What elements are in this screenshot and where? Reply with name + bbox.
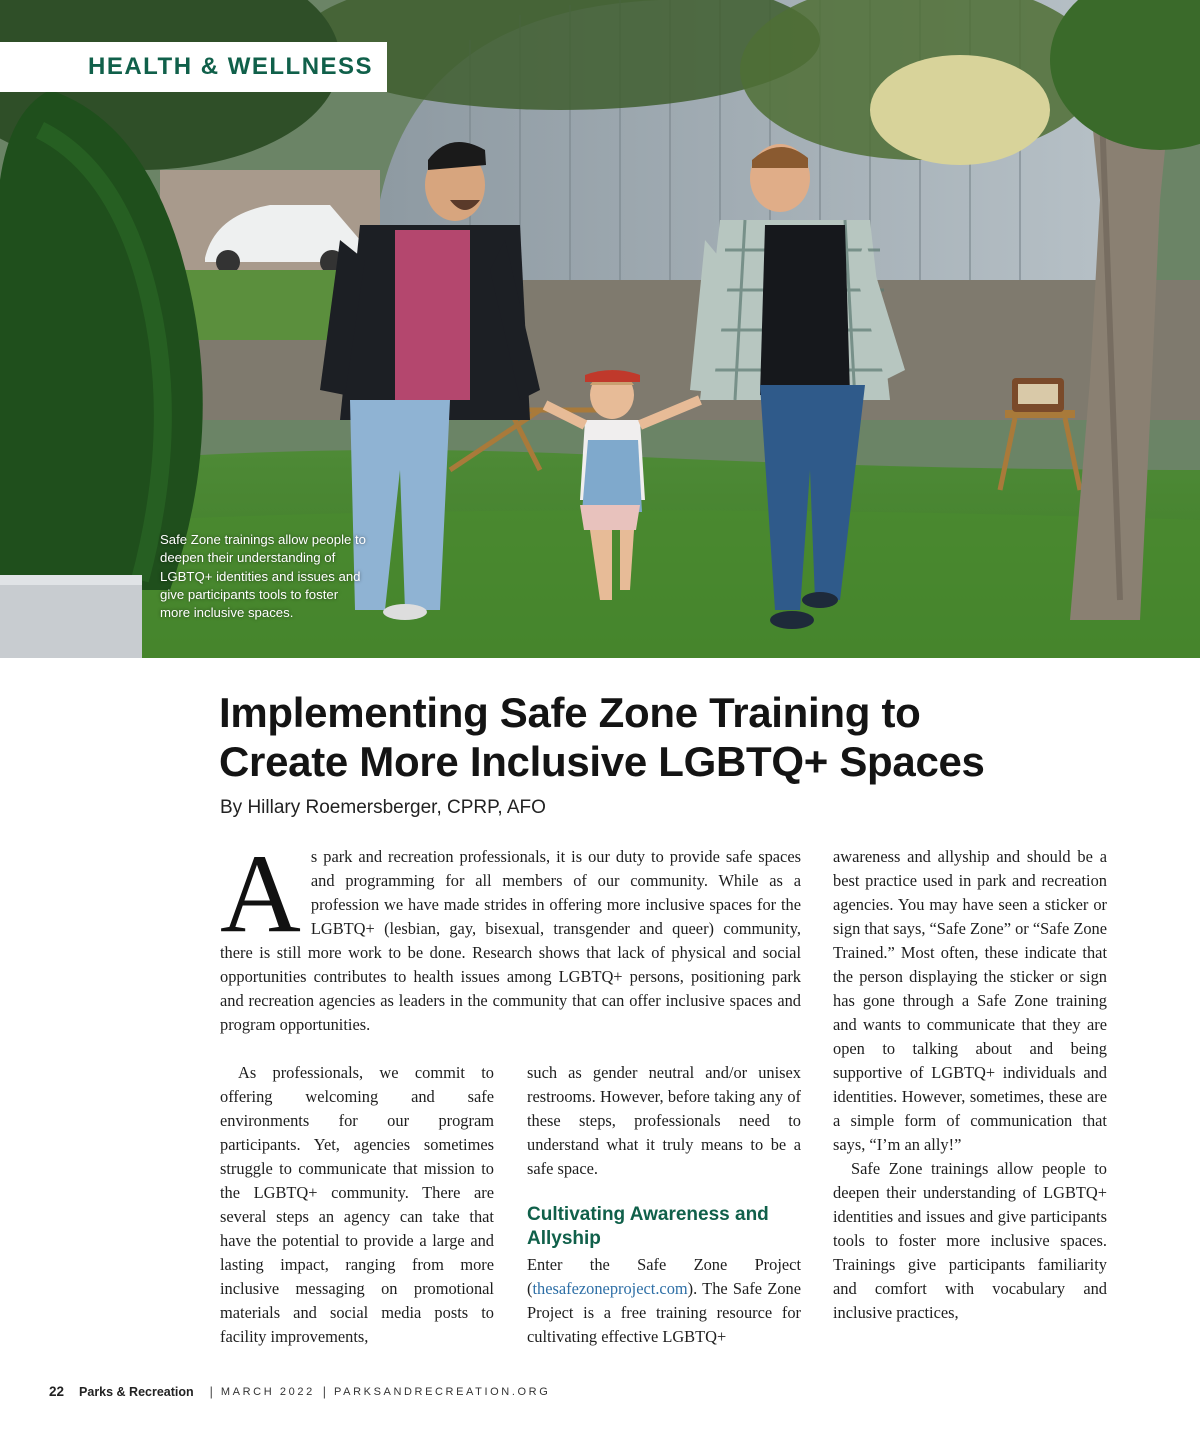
website-url: PARKSANDRECREATION.ORG bbox=[334, 1385, 551, 1398]
byline: By Hillary Roemersberger, CPRP, AFO bbox=[220, 797, 546, 818]
safezone-project-link[interactable]: thesafezoneproject.com bbox=[532, 1279, 688, 1298]
magazine-name: Parks & Recreation bbox=[79, 1384, 194, 1399]
page-footer bbox=[49, 1384, 550, 1399]
page-number: 22 bbox=[49, 1384, 65, 1399]
intro-text: s park and recreation professionals, it is our duty to provide safe spaces and programming for all members of our community. While as a profession we have made strides in offering more inclusive spaces for the LGBTQ+ (lesbian, gay, bisexual, transgender and queer) community, there is still more work to be done. Research shows that lack of physical and social opportunities contributes to health issues among LGBTQ+ persons, positioning park and recreation agencies as leaders in the community that can offer inclusive spaces and program opportunities. bbox=[220, 847, 801, 1034]
column-2-text-before-link: Enter the Safe Zone Project ( bbox=[527, 1255, 801, 1298]
article-title-line-2: Create More Inclusive LGBTQ+ Spaces bbox=[219, 738, 985, 785]
column-3-paragraph-1: awareness and allyship and should be a best practice used in park and recreation agencies. You may have seen a sticker or sign that says, “Safe Zone” or “Safe Zone Trained.” Most often, these indicate that the person displaying the sticker or sign has gone through a Safe Zone training and wants to communicate that they are open to talking about and being supportive of LGBTQ+ individuals and identities. However, sometimes, these are a simple form of communication that says, “I’m an ally!” bbox=[833, 847, 1107, 1154]
column-2-text-after-link: ). The Safe Zone Project is a free training resource for cultivating effective LGBTQ+ bbox=[527, 1279, 801, 1346]
column-3 bbox=[833, 845, 1107, 1325]
article-title-line-1: Implementing Safe Zone Training to bbox=[219, 689, 921, 736]
article-title bbox=[219, 688, 1119, 786]
drop-cap: A bbox=[220, 832, 301, 956]
subheading: Cultivating Awareness and Allyship bbox=[527, 1204, 769, 1249]
column-2-paragraph-2 bbox=[527, 1253, 801, 1349]
footer-separator: | bbox=[209, 1384, 213, 1399]
section-tag-label: HEALTH & WELLNESS bbox=[88, 53, 374, 80]
section-tag bbox=[0, 42, 387, 92]
column-1-paragraph: As professionals, we commit to offering welcoming and safe environments for our program participants. Yet, agencies sometimes struggle to communicate that mission to the LGBTQ+ community. There are several steps an agency can take that have the potential to provide a large and lasting impact, ranging from more inclusive messaging on promotional materials and social media posts to facility improvements, bbox=[220, 1063, 494, 1346]
column-3-paragraph-2: Safe Zone trainings allow people to deepen their understanding of LGBTQ+ identities and issues and give participants tools to foster more inclusive spaces. Trainings give participants familiarity and comfort with vocabulary and inclusive practices, bbox=[833, 1159, 1107, 1322]
hero-photo bbox=[0, 0, 1200, 658]
column-2-paragraph: such as gender neutral and/or unisex restrooms. However, before taking any of these steps, professionals need to understand what it truly means to be a safe space. bbox=[527, 1063, 801, 1178]
issue-date: MARCH 2022 bbox=[220, 1385, 315, 1398]
footer-separator-2: | bbox=[322, 1384, 327, 1399]
photo-caption: Safe Zone trainings allow people to deepen their understanding of LGBTQ+ identities and issues and give participants tools to foster more inclusive spaces. bbox=[160, 532, 367, 621]
intro-paragraph bbox=[220, 832, 801, 1037]
